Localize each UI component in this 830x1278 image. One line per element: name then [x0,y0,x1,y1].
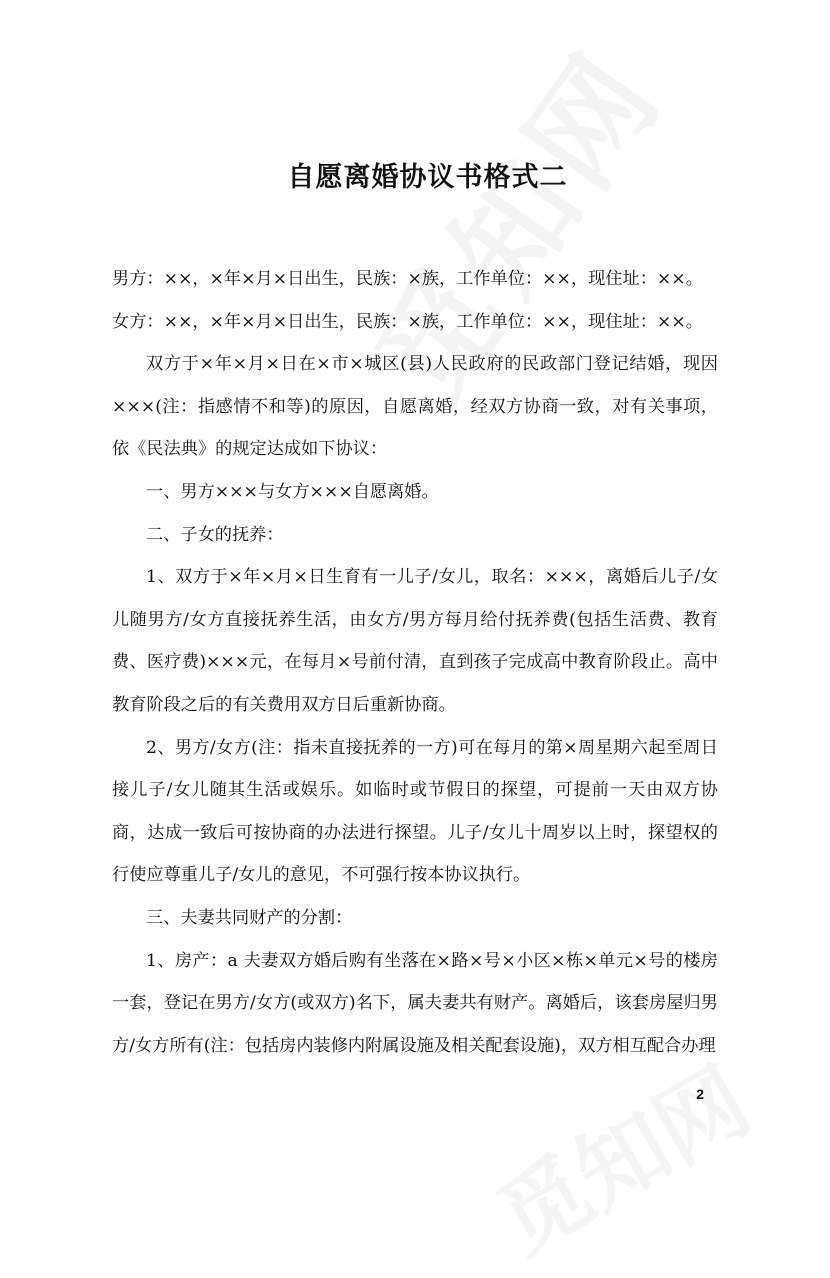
paragraph-preamble: 双方于×年×月×日在×市×城区(县)人民政府的民政部门登记结婚，现因×××(注：指感情不和等)的原因，自愿离婚，经双方协商一致，对有关事项，依《民法典》的规定达成如下协议： [112,354,718,460]
document-title: 自愿离婚协议书格式二 [287,162,568,193]
paragraph-male-party: 男方：××，×年×月×日出生，民族：×族，工作单位：××，现住址：××。 [112,269,703,289]
paragraph-female-party: 女方：××，×年×月×日出生，民族：×族，工作单位：××，现住址：××。 [112,311,703,332]
page-number: 2 [696,1086,704,1102]
paragraph-clause-3-1: 1、房产：a 夫妻双方婚后购有坐落在×路×号×小区×栋×单元×号的楼房一套，登记在男方/女方(或双方)名下，属夫妻共有财产。离婚后，该套房屋归男方/女方所有(注：包括房内装修内附属设施及相关配套设施)，双方相互配合办理 [112,950,718,1056]
paragraph-clause-3-heading: 三、夫妻共同财产的分割： [146,907,353,928]
paragraph-clause-1: 一、男方×××与女方×××自愿离婚。 [146,481,439,502]
document-body [112,258,718,1067]
paragraph-clause-2-2: 2、男方/女方(注：指未直接抚养的一方)可在每月的第×周星期六起至周日接儿子/女儿随其生活或娱乐。如临时或节假日的探望，可提前一天由双方协商，达成一致后可按协商的办法进行探望。儿子/女儿十周岁以上时，探望权的行使应尊重儿子/女儿的意见，不可强行按本协议执行。 [112,737,718,886]
paragraph-clause-2-1: 1、双方于×年×月×日生育有一儿子/女儿，取名：×××，离婚后儿子/女儿随男方/女方直接抚养生活，由女方/男方每月给付抚养费(包括生活费、教育费、医疗费)×××元，在每月×号前付清，直到孩子完成高中教育阶段止。高中教育阶段之后的有关费用双方日后重新协商。 [112,567,718,715]
paragraph-clause-2-heading: 二、子女的抚养： [146,524,284,545]
